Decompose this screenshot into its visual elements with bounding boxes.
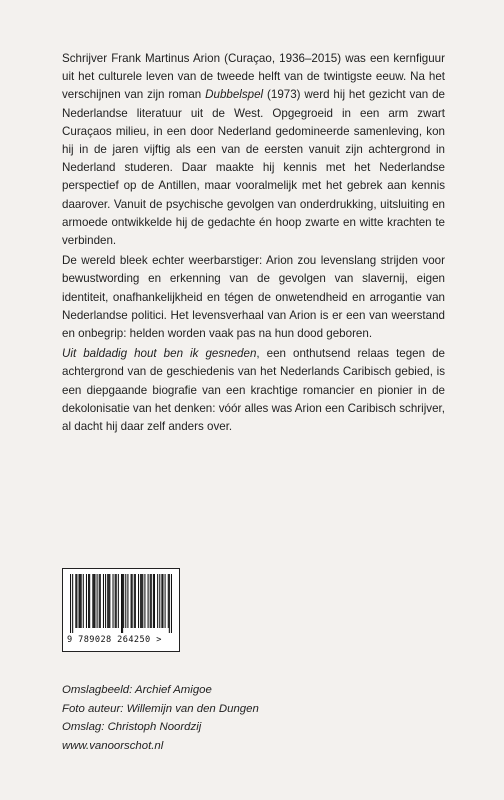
blurb-paragraph-2: De wereld bleek echter weerbarstiger: Arion zou levenslang strijden voor bewustwording en erkenning van de gevolgen van slavernij, eigen identiteit, onafhankelijkheid en tégen de onwetendheid en arrogantie van Nederlandse politici. Het levensverhaal van Arion is er een van weerstand en onbegrip: helden worden vaak pas na hun dood geboren. [62, 254, 445, 341]
blurb-paragraph-3 [62, 345, 445, 436]
barcode-bar [161, 574, 162, 628]
barcode-bar [122, 574, 123, 633]
barcode-bar [109, 574, 110, 628]
barcode-bar [108, 574, 109, 628]
barcode-bar [132, 574, 133, 628]
barcode-bar [171, 574, 172, 633]
barcode-bars [70, 574, 172, 633]
barcode-bar [105, 574, 106, 628]
barcode-bar [157, 574, 158, 628]
barcode-bar [76, 574, 77, 628]
book-title-main: Uit baldadig hout ben ik gesneden [62, 347, 257, 361]
barcode-number: 9 789028 264250 [67, 635, 151, 645]
barcode-bar [123, 574, 124, 628]
barcode-bar [141, 574, 142, 628]
credits-block [62, 681, 259, 755]
barcode-bar [72, 574, 73, 633]
barcode-bar [148, 574, 149, 628]
publisher-website: www.vanoorschot.nl [62, 739, 164, 752]
author-photo-credit: Foto auteur: Willemijn van den Dungen [62, 702, 259, 715]
barcode-bar [153, 574, 154, 628]
barcode-bar [100, 574, 101, 628]
barcode-bar [159, 574, 160, 628]
barcode-bar [131, 574, 132, 628]
barcode-bar [70, 574, 71, 633]
isbn-barcode [62, 568, 180, 652]
barcode-bar [83, 574, 84, 628]
barcode-bar [162, 574, 163, 628]
barcode-bar [80, 574, 81, 628]
barcode-bar [169, 574, 170, 633]
cover-design-credit: Omslag: Christoph Noordzij [62, 721, 202, 734]
barcode-bar [168, 574, 169, 628]
book-title-dubbelspel: Dubbelspel [205, 88, 264, 102]
cover-image-credit: Omslagbeeld: Archief Amigoe [62, 684, 212, 696]
blurb-p1-text-b: (1973) werd hij het gezicht van de Nederlandse literatuur uit de West. Opgegroeid in een arm zwart Curaçaos milieu, in een door Nederland gedomineerde samenleving, kon hij in de jaren vijftig als een van de eersten vanuit zijn achtergrond in Nederland studeren. Daar maakte hij kennis met het Nederlandse perspectief op de Antillen, maar vooralmelijk met het gebrek aan kennis daarover. Vanuit de psychische gevolgen van onderdrukking, uitsluiting en armoede ontwikkelde hij de gedachte én hoop zwarte en witte krachten te verbinden. [62, 88, 445, 248]
barcode-bar [154, 574, 155, 628]
barcode-bar [134, 574, 135, 628]
barcode-bar [93, 574, 94, 628]
barcode-bar [121, 574, 122, 633]
barcode-bar [116, 574, 117, 628]
barcode-bar [103, 574, 104, 628]
barcode-bar [88, 574, 89, 628]
back-cover-blurb [62, 50, 445, 436]
barcode-bar [165, 574, 166, 628]
barcode-bar [138, 574, 139, 628]
barcode-bar [150, 574, 151, 628]
barcode-bar [97, 574, 98, 628]
barcode-bar [89, 574, 90, 628]
barcode-bar [140, 574, 141, 628]
blurb-paragraph-1 [62, 50, 445, 250]
barcode-bar [142, 574, 143, 628]
barcode-bar [81, 574, 82, 628]
barcode-bar [127, 574, 128, 628]
barcode-bar [135, 574, 136, 628]
barcode-bar [107, 574, 108, 628]
barcode-bar [75, 574, 76, 628]
blurb-p1-text-a: Schrijver Frank Martinus Arion (Curaçao, 1936–2015) was een kernfiguur uit het culturele leven van de tweede helft van de twintigste eeuw. Na het verschijnen van zijn roman [62, 52, 445, 102]
barcode-bar [92, 574, 93, 628]
barcode-end-marker: > [156, 635, 162, 645]
barcode-bar [79, 574, 80, 628]
barcode-bar [125, 574, 126, 628]
barcode-bar [99, 574, 100, 628]
barcode-bar [144, 574, 145, 628]
barcode-bar [113, 574, 114, 628]
barcode-digits [67, 635, 177, 645]
barcode-bar [115, 574, 116, 628]
blurb-p3-text: , een onthutsend relaas tegen de achtergrond van de geschiedenis van het Nederlands Caribisch gebied, is een diepgaande biografie van een krachtige romancier en pionier in de dekolonisatie van het denken: vóór alles was Arion een Caribisch schrijver, al dacht hij daar zelf anders over. [62, 347, 446, 434]
barcode-bar [94, 574, 95, 628]
barcode-bar [86, 574, 87, 628]
barcode-bar [151, 574, 152, 628]
barcode-bar [118, 574, 119, 628]
